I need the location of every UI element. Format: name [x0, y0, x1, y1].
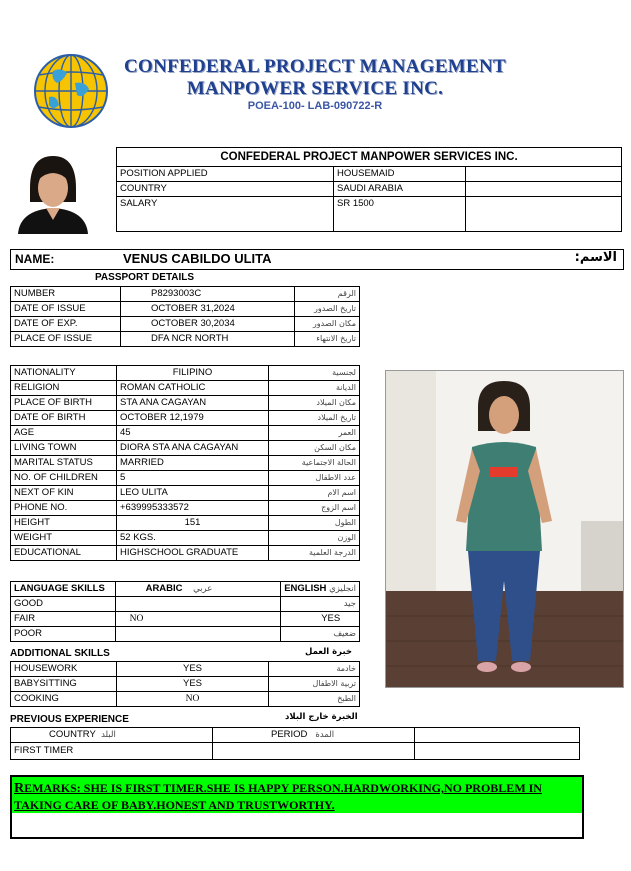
personal-value: LEO ULITA [117, 486, 269, 501]
personal-label-arabic: اسم الزوج [269, 501, 360, 516]
table-row [11, 396, 360, 411]
table-row: BABYSITTING YES تربية الاطفال [11, 677, 360, 692]
table-row: COUNTRY البلد PERIOD المدة [11, 728, 580, 743]
table-row: GOOD جيد [11, 597, 360, 612]
first-timer-cell: FIRST TIMER [11, 743, 213, 760]
passport-expiry-date: OCTOBER 30,2034 [121, 317, 295, 332]
table-row [11, 456, 360, 471]
table-row [11, 501, 360, 516]
housework-value: YES [117, 662, 269, 677]
country-header: COUNTRY [49, 729, 96, 740]
arabic-fair-value: NO [115, 612, 281, 627]
position-label: POSITION APPLIED [117, 167, 334, 182]
personal-label: LIVING TOWN [11, 441, 117, 456]
position-table [116, 147, 622, 232]
license-number: POEA-100- LAB-090722-R [247, 100, 383, 112]
table-row: DATE OF EXP. OCTOBER 30,2034 مكان الصدور [11, 317, 360, 332]
personal-label-arabic: الوزن [269, 531, 360, 546]
personal-value: 45 [117, 426, 269, 441]
babysitting-value: YES [117, 677, 269, 692]
passport-issue-date: OCTOBER 31,2024 [121, 302, 295, 317]
name-label-arabic: :الاسم [574, 250, 617, 265]
personal-value: STA ANA CAGAYAN [117, 396, 269, 411]
additional-skills-table [10, 661, 360, 707]
personal-label: EDUCATIONAL [11, 546, 117, 561]
personal-label-arabic: عدد الاطفال [269, 471, 360, 486]
language-skills-table [10, 581, 360, 642]
salary-value: SR 1500 [334, 197, 466, 232]
personal-label-arabic: الطول [269, 516, 360, 531]
additional-skills-title: ADDITIONAL SKILLS [10, 648, 110, 659]
personal-value: 5 [117, 471, 269, 486]
personal-label: MARITAL STATUS [11, 456, 117, 471]
company-logo-globe [33, 53, 109, 129]
previous-experience-table [10, 727, 580, 760]
position-table-title: CONFEDERAL PROJECT MANPOWER SERVICES INC. [117, 148, 622, 167]
applicant-photo-portrait [10, 148, 96, 234]
table-row [11, 516, 360, 531]
previous-experience-title: PREVIOUS EXPERIENCE [10, 714, 129, 725]
personal-label-arabic: مكان السكن [269, 441, 360, 456]
cooking-value: NO [117, 692, 269, 707]
remarks-text: REMARKS: SHE IS FIRST TIMER.SHE IS HAPPY PERSON.HARDWORKING,NO PROBLEM IN TAKING CARE OF BABY.HONEST AND TRUSTWORTHY. [14, 781, 542, 812]
period-header: PERIOD [271, 729, 308, 740]
personal-label-arabic: الدرجة العلمية [269, 546, 360, 561]
passport-details-title: PASSPORT DETAILS [95, 272, 195, 283]
personal-value: MARRIED [117, 456, 269, 471]
applicant-photo-full-body [385, 370, 624, 688]
table-row: POOR ضعيف [11, 627, 360, 642]
table-row: HOUSEWORK YES خادمة [11, 662, 360, 677]
personal-label: NEXT OF KIN [11, 486, 117, 501]
table-row [11, 441, 360, 456]
passport-number: P8293003C [121, 287, 295, 302]
personal-label-arabic: تاريخ الميلاد [269, 411, 360, 426]
personal-value: 151 [117, 516, 269, 531]
table-row [11, 486, 360, 501]
personal-label: WEIGHT [11, 531, 117, 546]
personal-label-arabic: الحالة الاجتماعية [269, 456, 360, 471]
personal-label-arabic: الديانة [269, 381, 360, 396]
table-row [11, 546, 360, 561]
personal-label: DATE OF BIRTH [11, 411, 117, 426]
personal-label: PHONE NO. [11, 501, 117, 516]
personal-label-arabic: لجنسية [269, 366, 360, 381]
table-row [11, 411, 360, 426]
personal-label: PLACE OF BIRTH [11, 396, 117, 411]
passport-place-of-issue: DFA NCR NORTH [121, 332, 295, 347]
table-row: PLACE OF ISSUE DFA NCR NORTH تاريخ الانتهاء [11, 332, 360, 347]
previous-experience-title-arabic: الخبرة خارج البلاد [285, 712, 358, 722]
arabic-label: ARABIC [145, 583, 183, 594]
table-row: FAIR NO YES [11, 612, 360, 627]
table-row [11, 366, 360, 381]
personal-label: NO. OF CHILDREN [11, 471, 117, 486]
personal-value: DIORA STA ANA CAGAYAN [117, 441, 269, 456]
personal-value: OCTOBER 12,1979 [117, 411, 269, 426]
table-row [11, 743, 580, 760]
salary-label: SALARY [117, 197, 334, 232]
company-name-line2: MANPOWER SERVICE INC. [186, 78, 444, 99]
personal-label-arabic: العمر [269, 426, 360, 441]
personal-value: HIGHSCHOOL GRADUATE [117, 546, 269, 561]
personal-value: FILIPINO [117, 366, 269, 381]
remarks-box [10, 775, 584, 839]
personal-details-table [10, 365, 360, 561]
position-value: HOUSEMAID [334, 167, 466, 182]
personal-label-arabic: مكان الميلاد [269, 396, 360, 411]
table-row: NUMBER P8293003C الرقم [11, 287, 360, 302]
personal-label: AGE [11, 426, 117, 441]
personal-value: +639995333572 [117, 501, 269, 516]
additional-skills-title-arabic: خبرة العمل [305, 647, 353, 657]
country-value: SAUDI ARABIA [334, 182, 466, 197]
table-row [11, 471, 360, 486]
personal-value: ROMAN CATHOLIC [117, 381, 269, 396]
language-skills-title: LANGUAGE SKILLS [11, 582, 116, 597]
english-label: ENGLISH [284, 583, 327, 594]
personal-label-arabic: اسم الام [269, 486, 360, 501]
personal-label: NATIONALITY [11, 366, 117, 381]
company-name-line1: CONFEDERAL PROJECT MANAGEMENT [123, 56, 507, 77]
name-label: NAME: [15, 252, 55, 266]
name-row [10, 249, 624, 270]
personal-value: 52 KGS. [117, 531, 269, 546]
passport-table [10, 286, 360, 347]
applicant-name: VENUS CABILDO ULITA [123, 251, 272, 266]
english-fair-value: YES [281, 612, 360, 627]
table-row [11, 381, 360, 396]
table-row: LANGUAGE SKILLS ARABIC عربي ENGLISH انجليزي [11, 582, 360, 597]
country-label: COUNTRY [117, 182, 334, 197]
table-row [11, 531, 360, 546]
table-row: COOKING NO الطبخ [11, 692, 360, 707]
personal-label: HEIGHT [11, 516, 117, 531]
table-row: DATE OF ISSUE OCTOBER 31,2024 تاريخ الصدور [11, 302, 360, 317]
personal-label: RELIGION [11, 381, 117, 396]
table-row [11, 426, 360, 441]
